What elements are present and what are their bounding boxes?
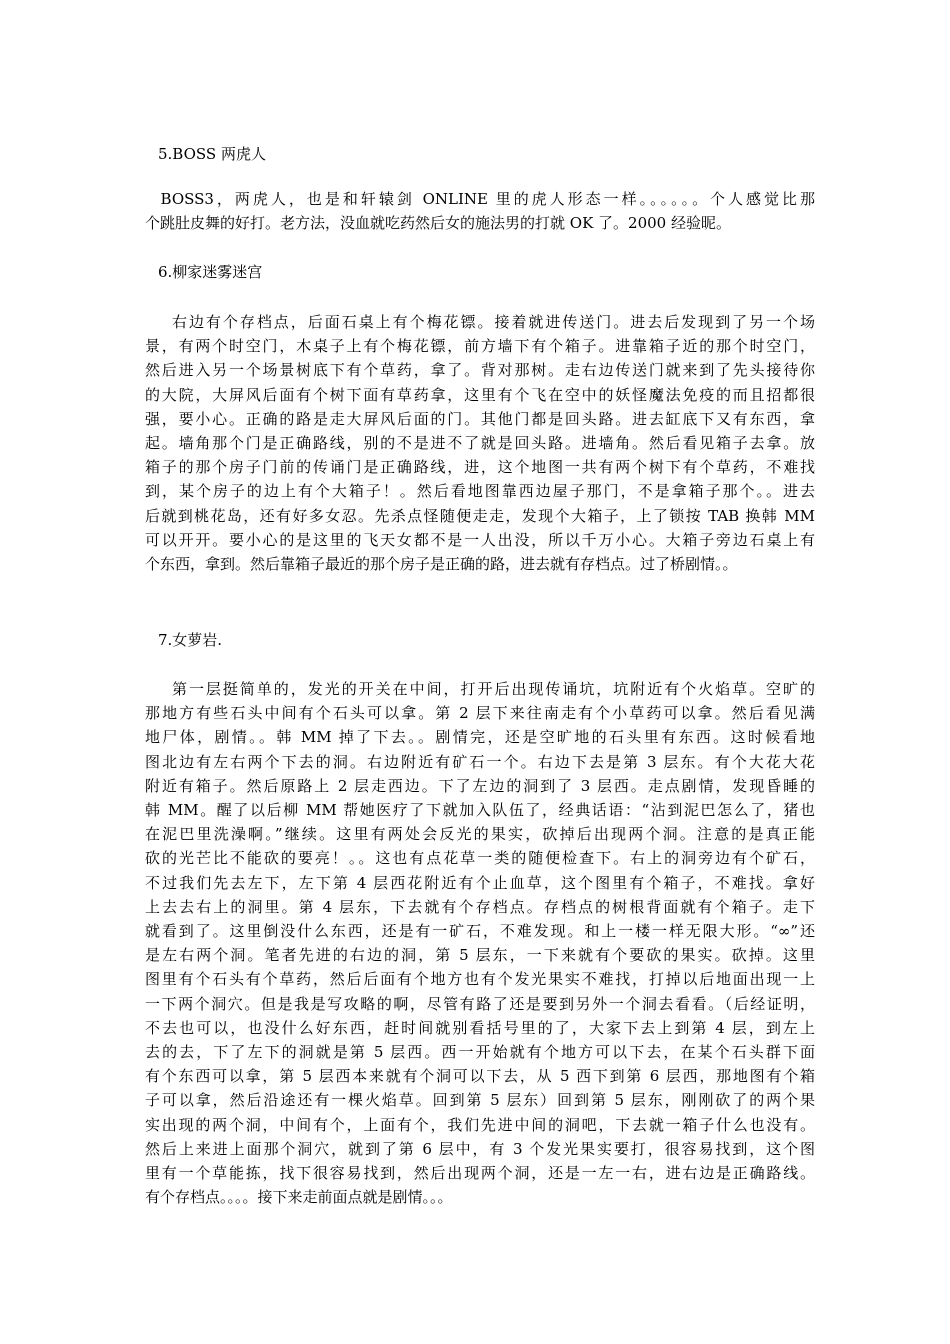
section-paragraph [145, 187, 815, 235]
text-line: 那地方有些石头中间有个石头可以拿。第 2 层下来往南走有个小草药可以拿。然后看见满 [145, 704, 815, 723]
text-line: 到，某个房子的边上有个大箱子！。然后看地图靠西边屋子那门，不是拿箱子那个。。进去 [145, 482, 815, 501]
text-line: 是左右两个洞。笔者先进的右边的洞，第 5 层东，一下来就有个要砍的果实。砍掉。这里 [145, 946, 815, 965]
text-line: 子可以拿，然后沿途还有一棵火焰草。回到第 5 层东）回到第 5 层东，刚刚砍了的两个果 [145, 1091, 815, 1110]
text-line: 一下两个洞穴。但是我是写攻略的啊，尽管有路了还是要到另外一个洞去看看。（后经证明， [145, 994, 815, 1013]
text-line: 景，有两个时空门，木桌子上有个梅花镖，前方墙下有个箱子。进靠箱子近的那个时空门， [145, 337, 815, 356]
text-line: 在泥巴里洗澡啊。”继续。这里有两处会反光的果实，砍掉后出现两个洞。注意的是真正能 [145, 825, 815, 844]
text-line: 图里有个石头有个草药，然后后面有个地方也有个发光果实不难找，打掉以后地面出现一上 [145, 970, 815, 989]
text-line: 右边有个存档点，后面石桌上有个梅花镖。接着就进传送门。进去后发现到了另一个场 [145, 313, 815, 331]
text-line: 的大院，大屏风后面有个树下面有草药拿，这里有个飞在空中的妖怪魔法免疫的而且招都很 [145, 385, 815, 404]
text-line: 不去也可以，也没什么好东西，赶时间就别看括号里的了，大家下去上到第 4 层，到左上 [145, 1018, 815, 1037]
section-heading: 7.女萝岩. [158, 631, 223, 649]
text-line: 强，要小心。正确的路是走大屏风后面的门。其他门都是回头路。进去缸底下又有东西，拿 [145, 409, 815, 428]
text-line: 可以开开。要小心的是这里的飞天女都不是一人出没，所以千万小心。大箱子旁边石桌上有 [145, 530, 815, 549]
text-line: 实出现的两个洞，中间有个，上面有个，我们先进中间的洞吧，下去就一箱子什么也没有。 [145, 1115, 815, 1134]
text-line: 里有一个草能拣，找下很容易找到，然后出现两个洞，还是一左一右，进右边是正确路线。 [145, 1164, 815, 1183]
text-line: 地尸体，剧情。。韩 MM 掉了下去。。剧情完，还是空旷地的石头里有东西。这时候看地 [145, 728, 815, 747]
section-paragraph [145, 677, 815, 1209]
text-line: 第一层挺简单的，发光的开关在中间，打开后出现传诵坑，坑附近有个火焰草。空旷的 [145, 680, 815, 698]
text-line: 个东西，拿到。然后靠箱子最近的那个房子是正确的路，进去就有存档点。过了桥剧情。。 [145, 555, 738, 574]
text-line: 附近有箱子。然后原路上 2 层走西边。下了左边的洞到了 3 层西。走点剧情，发现昏睡的 [145, 776, 815, 795]
text-line: 上去去右上的洞里。第 4 层东，下去就有个存档点。存档点的树根背面就有个箱子。走下 [145, 897, 815, 916]
text-line: 然后上来进上面那个洞穴，就到了第 6 层中，有 3 个发光果实要打，很容易找到，这个图 [145, 1139, 815, 1158]
text-line: BOSS3，两虎人，也是和轩辕剑 ONLINE 里的虎人形态一样。。。。。。个人感觉比那 [145, 190, 815, 208]
section-heading: 5.BOSS 两虎人 [158, 145, 266, 163]
text-line: 韩 MM。醒了以后柳 MM 帮她医疗了下就加入队伍了，经典话语：“沾到泥巴怎么了，猪也 [145, 801, 815, 820]
text-line: 不过我们先去左下，左下第 4 层西花附近有个止血草，这个图里有个箱子，不难找。拿好 [145, 873, 815, 892]
section-heading: 6.柳家迷雾迷宫 [158, 263, 263, 281]
text-line: 砍的光芒比不能砍的要亮！。。这也有点花草一类的随便检查下。右上的洞旁边有个矿石， [145, 849, 815, 868]
text-line: 图北边有左右两个下去的洞。右边附近有矿石一个。右边下去是第 3 层东。有个大花大花 [145, 752, 815, 771]
text-line: 起。墙角那个门是正确路线，别的不是进不了就是回头路。进墙角。然后看见箱子去拿。放 [145, 434, 815, 453]
text-line: 个跳肚皮舞的好打。老方法，没血就吃药然后女的施法男的打就 OK 了。2000 经验昵。 [145, 214, 731, 233]
text-line: 去的去，下了左下的洞就是第 5 层西。西一开始就有个地方可以下去，在某个石头群下面 [145, 1043, 815, 1062]
text-line: 然后进入另一个场景树底下有个草药，拿了。背对那树。走右边传送门就来到了先头接待你 [145, 361, 815, 380]
text-line: 有个存档点。。。。接下来走前面点就是剧情。。。 [145, 1188, 453, 1207]
text-line: 有个东西可以拿，第 5 层西本来就有个洞可以下去，从 5 西下到第 6 层西，那地图有个箱 [145, 1067, 815, 1086]
text-line: 箱子的那个房子门前的传诵门是正确路线，进，这个地图一共有两个树下有个草药，不难找 [145, 458, 815, 477]
text-line: 后就到桃花岛，还有好多女忍。先杀点怪随便走走，发现个大箱子，上了锁按 TAB 换韩 MM [145, 506, 815, 525]
section-paragraph [145, 310, 815, 576]
text-line: 就看到了。这里倒没什么东西，还是有一矿石，不难发现。和上一楼一样无限大形。“∞”还 [145, 922, 815, 941]
